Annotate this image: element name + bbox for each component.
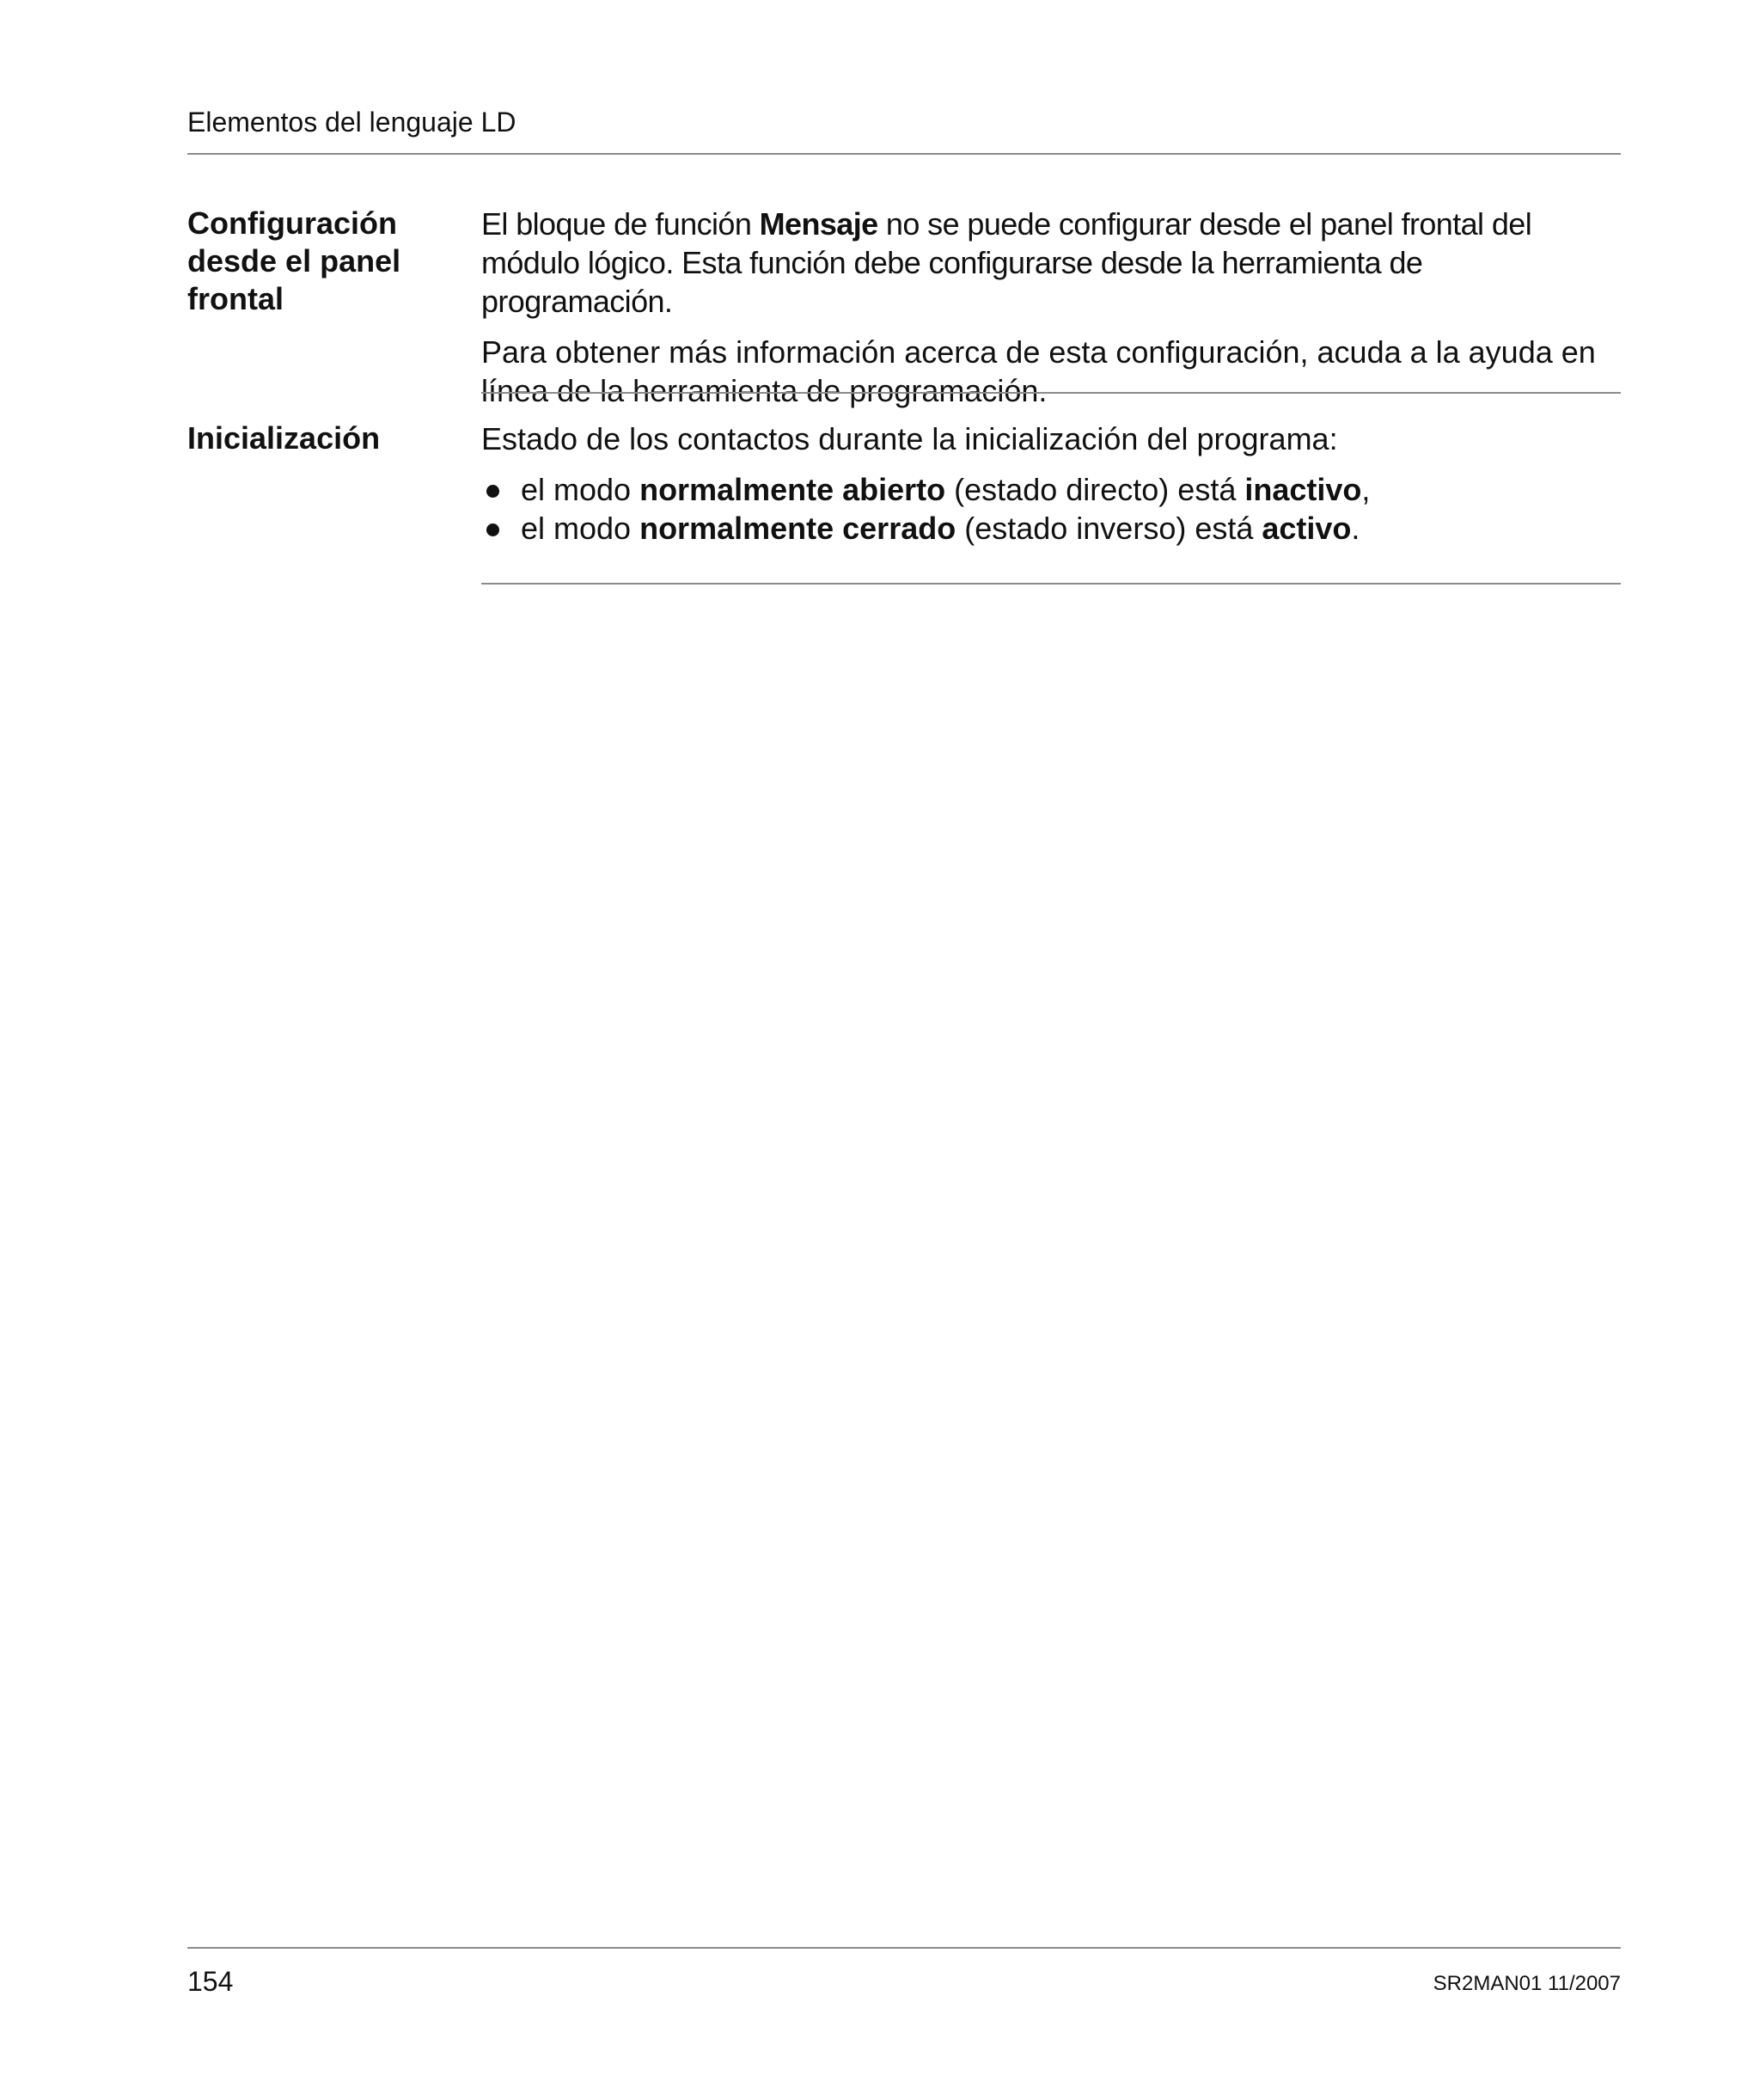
section-heading-inicializacion: Inicialización — [187, 420, 381, 456]
text-run: el modo — [521, 511, 640, 546]
text-run: El bloque de función — [481, 206, 760, 242]
section-body-configuracion — [481, 205, 1621, 410]
text-run: no se puede configurar desde el panel frontal del módulo lógico. Esta función debe configurarse desde la herramienta de programación. — [481, 206, 1532, 319]
bullet-icon — [486, 485, 499, 498]
section-heading-configuracion: Configuración desde el panel frontal — [187, 205, 401, 316]
document-code: SR2MAN01 11/2007 — [1433, 1972, 1621, 1995]
text-run: (estado directo) está — [945, 472, 1245, 507]
header-rule — [187, 153, 1621, 155]
page-number: 154 — [187, 1966, 234, 1997]
text-run: (estado inverso) está — [956, 511, 1262, 546]
section-body-inicializacion — [481, 419, 1621, 548]
bold-term-state: inactivo — [1244, 472, 1362, 507]
contact-state-list — [481, 470, 1621, 548]
text-run: el modo — [521, 472, 640, 507]
bold-term-mode: normalmente abierto — [639, 472, 946, 507]
list-item — [481, 470, 1621, 509]
list-item — [481, 509, 1621, 548]
paragraph-inicializacion-intro: Estado de los contactos durante la inicialización del programa: — [481, 421, 1338, 456]
paragraph-configuracion-1 — [481, 205, 1621, 321]
section-divider-1 — [481, 392, 1621, 394]
footer-rule — [187, 1947, 1621, 1949]
bold-term-mensaje: Mensaje — [759, 206, 878, 242]
section-divider-2 — [481, 583, 1621, 585]
text-run: , — [1361, 472, 1371, 507]
page-header: Elementos del lenguaje LD — [187, 107, 516, 138]
text-run: . — [1351, 511, 1360, 546]
paragraph-configuracion-2: Para obtener más información acerca de esta configuración, acuda a la ayuda en línea de la herramienta de programación. — [481, 334, 1596, 408]
bullet-icon — [486, 523, 499, 536]
bold-term-mode: normalmente cerrado — [639, 511, 956, 546]
bold-term-state: activo — [1262, 511, 1352, 546]
